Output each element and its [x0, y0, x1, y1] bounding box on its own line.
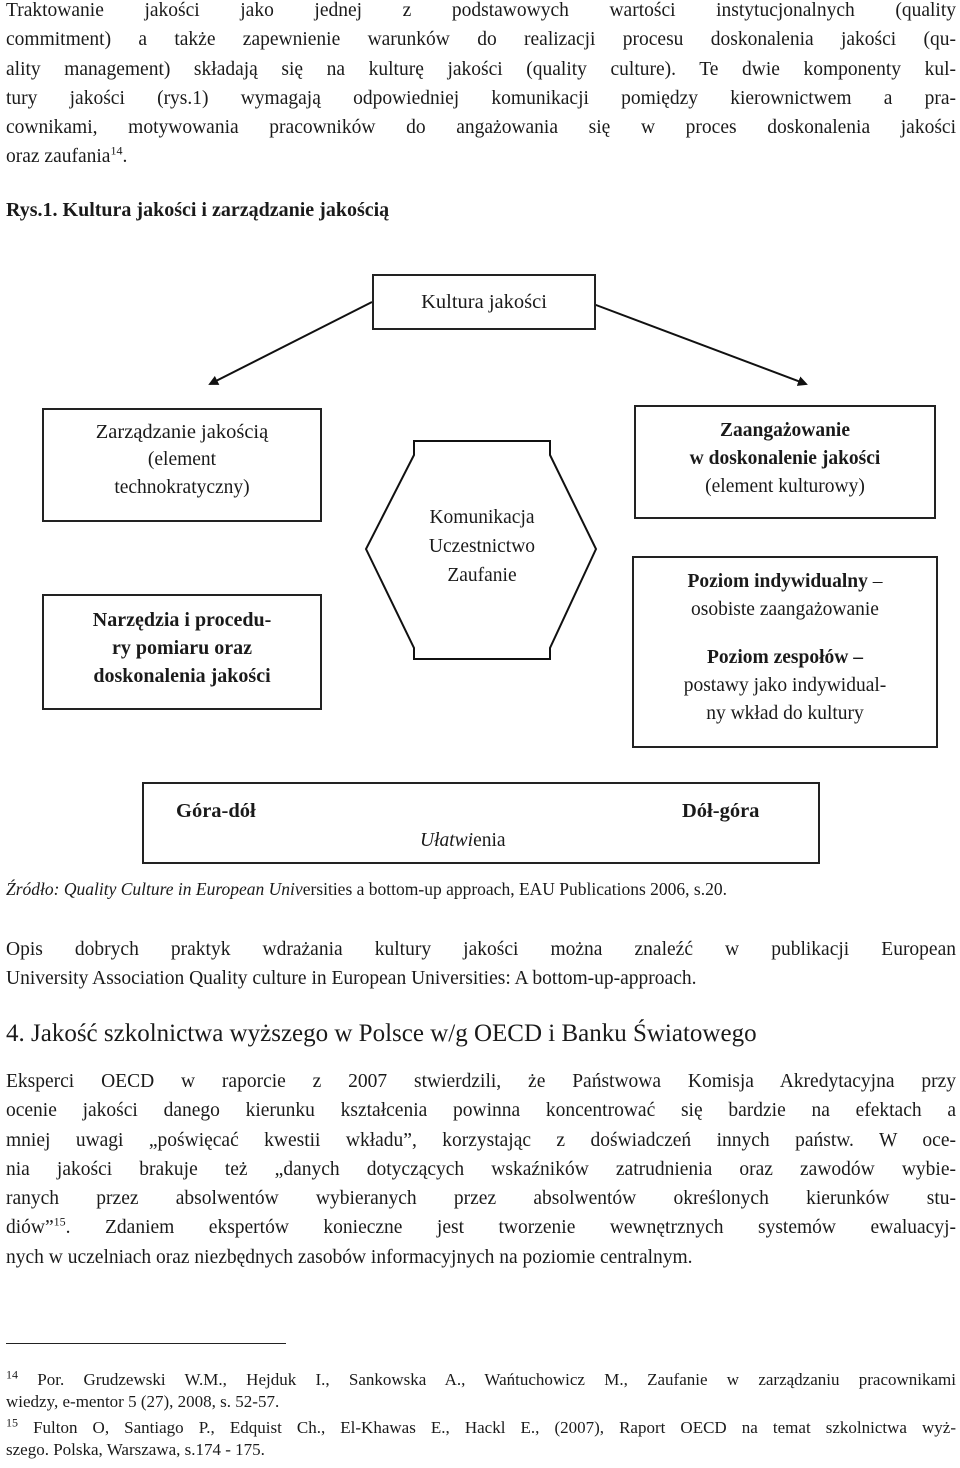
zaangazowanie-line3: (element kulturowy)	[705, 476, 865, 497]
footnote-separator	[6, 1343, 286, 1344]
poziom-indywidualny-dash: –	[867, 571, 883, 592]
intro-last-text: oraz zaufania	[6, 146, 111, 168]
footnote-14-line2: wiedzy, e-mentor 5 (27), 2008, s. 52-57.	[6, 1392, 280, 1411]
ulatwienia-rest: enia	[473, 830, 506, 851]
narzedzia-box	[42, 594, 322, 710]
zarzadzanie-line3: technokratyczny)	[114, 477, 250, 498]
zarzadzanie-title: Zarządzanie jakością	[95, 421, 269, 443]
figure-title: Rys.1. Kultura jakości i zarządzanie jakością	[6, 199, 390, 221]
footnote-14	[6, 1369, 956, 1413]
intro-line: ality management) składają się na kulturę jakości (quality culture). Te dwie komponenty kul-	[6, 58, 956, 80]
section-heading: 4. Jakość szkolnictwa wyższego w Polsce w/g OECD i Banku Światowego	[6, 1020, 757, 1047]
paragraph-3-line: Eksperci OECD w raporcie z 2007 stwierdzili, że Państwowa Komisja Akredytacyjna przy	[6, 1071, 956, 1092]
paragraph-3-line: nia jakości brakuje też „danych dotyczących wskaźników zatrudnienia oraz zawodów wybie-	[6, 1158, 956, 1180]
footnote-15	[6, 1417, 956, 1461]
komunikacja-label: Komunikacja	[429, 507, 535, 528]
narzedzia-line3: doskonalenia jakości	[93, 665, 271, 687]
arrow-to-right-box	[588, 302, 806, 384]
intro-last-end: .	[122, 146, 128, 168]
poziom-indywidualny-label: Poziom indywidualny	[687, 571, 868, 592]
intro-line: commitment) a także zapewnienie warunków do realizacji procesu doskonalenia jakości (qu-	[6, 29, 956, 51]
footnote-14-line1	[6, 1369, 956, 1391]
poziom-indywidualny-line	[634, 568, 936, 596]
poziom-zespolow-label: Poziom zespołów –	[707, 647, 863, 668]
footnote-15-text: Fulton O, Santiago P., Edquist Ch., El-Khawas E., Hackl E., (2007), Raport OECD na temat szkolnictwa wyż-	[18, 1418, 956, 1437]
paragraph-2-line: University Association Quality culture in European Universities: A bottom-up-approach.	[6, 968, 697, 990]
paragraph-3-line: ranych przez absolwentów wybieranych przez absolwentów określonych kierunków stu-	[6, 1188, 956, 1210]
paragraph-3-line-6	[6, 1213, 956, 1242]
footnote-15-number: 15	[6, 1415, 18, 1430]
intro-line: cownikami, motywowania pracowników do angażowania się w proces doskonalenia jakości	[6, 117, 956, 139]
zaangazowanie-box	[634, 405, 936, 519]
center-arrow-text	[414, 503, 550, 590]
gora-dol-label: Góra-dół	[176, 800, 256, 822]
source-prefix: Źródło:	[6, 879, 64, 899]
zaangazowanie-title: Zaangażowanie	[719, 420, 850, 441]
poziom-zespolow-line2: postawy jako indywidual-	[683, 675, 887, 696]
kultura-jakosci-box	[372, 274, 596, 330]
dol-gora-label: Dół-góra	[682, 800, 760, 822]
zarzadzanie-line2: (element	[147, 449, 217, 470]
zaangazowanie-line2: w doskonalenie jakości	[689, 448, 881, 469]
paragraph-3	[6, 1067, 956, 1272]
ulatwienia-label	[420, 826, 506, 855]
ulatwienia-italic: Ułatwi	[420, 830, 474, 851]
zaufanie-label: Zaufanie	[447, 565, 517, 586]
figure-source	[6, 879, 727, 900]
footnote-14-number: 14	[6, 1367, 18, 1382]
arrow-to-left-box	[210, 302, 372, 384]
uczestnictwo-label: Uczestnictwo	[428, 536, 536, 557]
line6-rest: . Zdaniem ekspertów konieczne jest tworzenie wewnętrznych systemów ewaluacyj-	[65, 1217, 956, 1239]
source-title: Quality Culture in European Univ	[63, 879, 303, 899]
poziom-indywidualny-desc: osobiste zaangażowanie	[691, 599, 879, 620]
zarzadzanie-jakoscia-box	[42, 408, 322, 522]
intro-line: Traktowanie jakości jako jednej z podstawowych wartości instytucjonalnych (quality	[6, 0, 956, 21]
line6-start: diów”	[6, 1217, 54, 1239]
paragraph-3-line: mniej uwagi „poświęcać kwestii wkładu”, korzystając z doświadczeń innych państw. W oce-	[6, 1129, 956, 1151]
intro-line: tury jakości (rys.1) wymagają odpowiedniej komunikacji pomiędzy kierownictwem a pra-	[6, 87, 956, 109]
paragraph-3-line: ocenie jakości danego kierunku kształcenia powinna koncentrować się bardzie na efektach a	[6, 1100, 956, 1122]
source-rest: ersities a bottom-up approach, EAU Publications 2006, s.20.	[302, 879, 727, 899]
footnote-15-line1	[6, 1417, 956, 1439]
narzedzia-line1: Narzędzia i procedu-	[92, 609, 272, 631]
footnote-ref-14[interactable]: 14	[110, 143, 123, 158]
poziom-zespolow-line3: ny wkład do kultury	[706, 703, 864, 724]
kultura-jakosci-label: Kultura jakości	[421, 291, 547, 313]
paragraph-2-line: Opis dobrych praktyk wdrażania kultury jakości można znaleźć w publikacji European	[6, 939, 956, 960]
footnote-15-line2: szego. Polska, Warszawa, s.174 - 175.	[6, 1440, 265, 1459]
footnote-ref-15[interactable]: 15	[53, 1214, 66, 1229]
poziomy-box	[632, 556, 938, 748]
paragraph-3-line: nych w uczelniach oraz niezbędnych zasobów informacyjnych na poziomie centralnym.	[6, 1246, 693, 1268]
narzedzia-line2: ry pomiaru oraz	[112, 637, 252, 659]
paragraph-2	[6, 935, 956, 994]
footnote-14-text: Por. Grudzewski W.M., Hejduk I., Sankowska A., Wańtuchowicz M., Zaufanie w zarządzaniu pracownikami	[18, 1370, 956, 1389]
